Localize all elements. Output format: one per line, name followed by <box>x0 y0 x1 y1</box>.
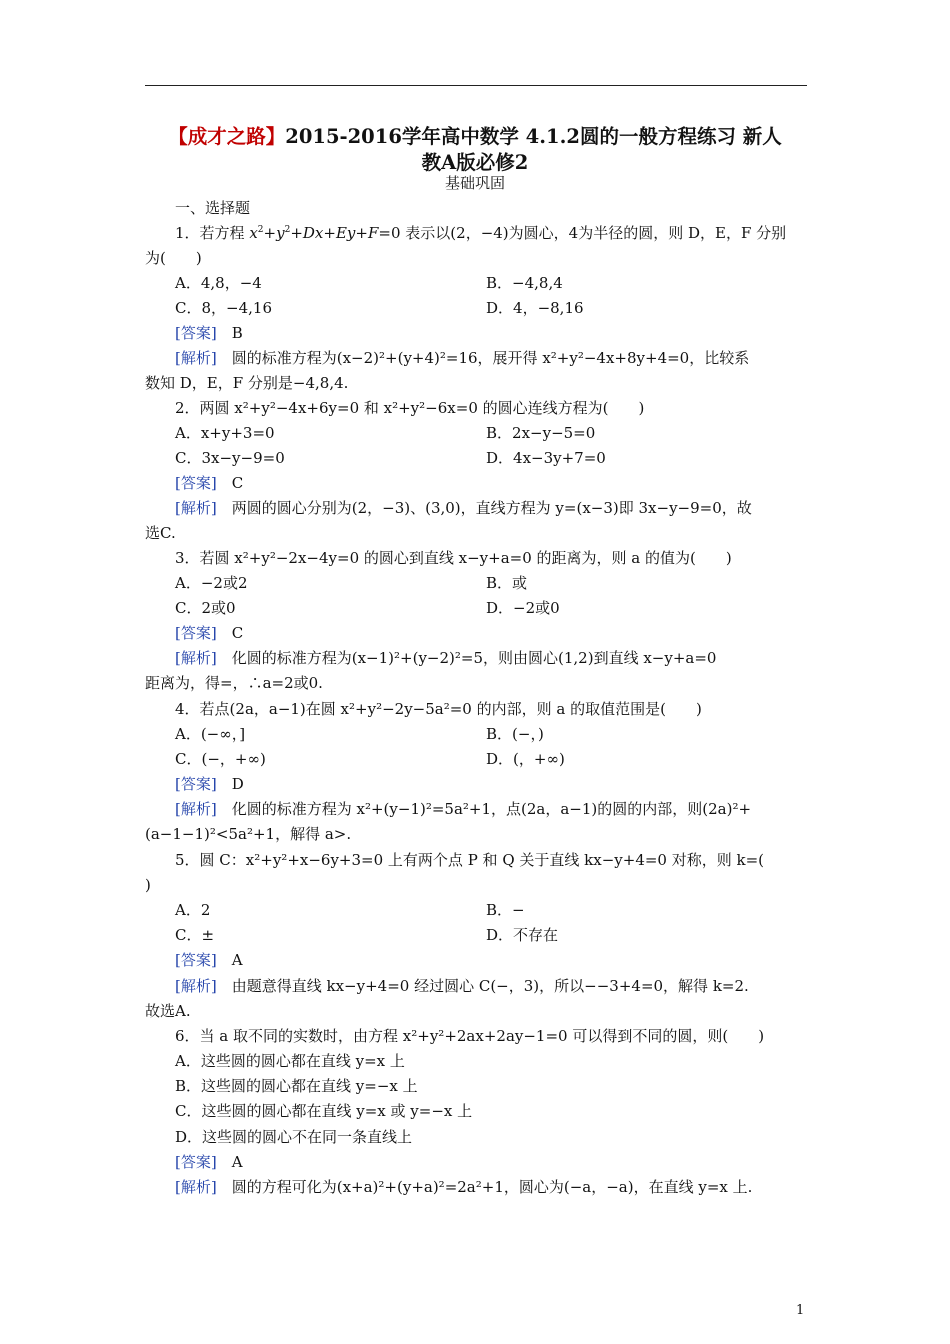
title-main: 2015-2016学年高中数学 4.1.2圆的一般方程练习 新人 <box>285 125 782 148</box>
q6-option-c: C．这些圆的圆心都在直线 y=x 或 y=−x 上 <box>175 1102 473 1120</box>
q4-option-b: B．(−，) <box>486 725 544 743</box>
q3-option-b: B．或 <box>486 574 528 592</box>
q2-option-a: A．x+y+3=0 <box>175 424 275 442</box>
q1-option-d: D．4，−8,16 <box>486 299 584 317</box>
subtitle: 基础巩固 <box>444 174 505 192</box>
q2-option-d: D．4x−3y+7=0 <box>486 449 606 467</box>
answer-label: [答案] <box>175 775 217 793</box>
title-line2: 教A版必修2 <box>421 151 529 174</box>
q4-analysis-cont: (a−1−1)²<5a²+1，解得 a>. <box>145 825 352 843</box>
q2-answer: [答案] C <box>175 474 244 492</box>
q4-answer: [答案] D <box>175 775 244 793</box>
q1-answer: [答案] B <box>175 324 243 342</box>
answer-label: [答案] <box>175 951 217 969</box>
q4-option-a: A．(−∞，] <box>175 725 246 743</box>
q5-option-a: A．2 <box>175 901 211 919</box>
q1-analysis-cont: 数知 D，E，F 分别是−4,8,4. <box>145 374 349 392</box>
q6-answer: [答案] A <box>175 1153 243 1171</box>
header-rule <box>145 85 807 86</box>
q5-stem-cont: ) <box>145 876 151 894</box>
q5-stem: 5．圆 C：x²+y²+x−6y+3=0 上有两个点 P 和 Q 关于直线 kx−y+4=0 对称，则 k=( <box>175 851 765 869</box>
q1-option-a: A．4,8，−4 <box>175 274 262 292</box>
q1-option-c: C．8，−4,16 <box>175 299 272 317</box>
q1-analysis: [解析] 圆的标准方程为(x−2)²+(y+4)²=16，展开得 x²+y²−4x+8y+4=0，比较系 <box>175 349 750 367</box>
q6-option-b: B．这些圆的圆心都在直线 y=−x 上 <box>175 1077 418 1095</box>
q3-option-a: A．−2或2 <box>175 574 248 592</box>
answer-label: [答案] <box>175 474 217 492</box>
answer-label: [答案] <box>175 324 217 342</box>
analysis-label: [解析] <box>175 499 217 517</box>
q3-option-d: D．−2或0 <box>486 599 560 617</box>
q5-analysis-cont: 故选A. <box>145 1002 191 1020</box>
q6-analysis: [解析] 圆的方程可化为(x+a)²+(y+a)²=2a²+1，圆心为(−a，−a)，在直线 y=x 上. <box>175 1178 753 1196</box>
analysis-label: [解析] <box>175 349 217 367</box>
q4-analysis: [解析] 化圆的标准方程为 x²+(y−1)²=5a²+1，点(2a，a−1)的圆的内部，则(2a)²+ <box>175 800 752 818</box>
q2-option-c: C．3x−y−9=0 <box>175 449 285 467</box>
q1-option-b: B．−4,8,4 <box>486 274 563 292</box>
q6-stem: 6．当 a 取不同的实数时，由方程 x²+y²+2ax+2ay−1=0 可以得到不同的圆，则( ) <box>175 1027 765 1045</box>
q2-stem: 2．两圆 x²+y²−4x+6y=0 和 x²+y²−6x=0 的圆心连线方程为( ) <box>175 399 645 417</box>
analysis-label: [解析] <box>175 649 217 667</box>
page-number: 1 <box>796 1303 805 1318</box>
q5-option-b: B．− <box>486 901 525 919</box>
q6-option-a: A．这些圆的圆心都在直线 y=x 上 <box>175 1052 405 1070</box>
analysis-label: [解析] <box>175 800 217 818</box>
q3-analysis-cont: 距离为，得=，∴a=2或0. <box>145 674 323 692</box>
q3-analysis: [解析] 化圆的标准方程为(x−1)²+(y−2)²=5，则由圆心(1,2)到直线 x−y+a=0 <box>175 649 717 667</box>
analysis-label: [解析] <box>175 1178 217 1196</box>
q2-option-b: B．2x−y−5=0 <box>486 424 596 442</box>
q3-stem: 3．若圆 x²+y²−2x−4y=0 的圆心到直线 x−y+a=0 的距离为，则 a 的值为( ) <box>175 549 732 567</box>
title-bracket: 【成才之路】 <box>168 125 286 148</box>
q4-option-c: C．(−，+∞) <box>175 750 266 768</box>
q3-option-c: C．2或0 <box>175 599 236 617</box>
answer-label: [答案] <box>175 624 217 642</box>
q5-answer: [答案] A <box>175 951 243 969</box>
document-title <box>130 124 820 176</box>
q4-stem: 4．若点(2a，a−1)在圆 x²+y²−2y−5a²=0 的内部，则 a 的取值范围是( ) <box>175 700 702 718</box>
q2-analysis-cont: 选C. <box>145 524 176 542</box>
q3-answer: [答案] C <box>175 624 244 642</box>
q4-option-d: D．(，+∞) <box>486 750 565 768</box>
q2-analysis: [解析] 两圆的圆心分别为(2，−3)、(3,0)，直线方程为 y=(x−3)即 3x−y−9=0，故 <box>175 499 752 517</box>
section-heading: 一、选择题 <box>175 199 251 217</box>
answer-label: [答案] <box>175 1153 217 1171</box>
q5-option-c: C．± <box>175 926 215 944</box>
q6-option-d: D．这些圆的圆心不在同一条直线上 <box>175 1128 413 1146</box>
analysis-label: [解析] <box>175 977 217 995</box>
q5-analysis: [解析] 由题意得直线 kx−y+4=0 经过圆心 C(−，3)，所以−−3+4=0，解得 k=2. <box>175 977 749 995</box>
q1-stem: 1．若方程 $x^2+y^2+Dx+Ey+F=0$ 表示以(2，−4)为圆心，4为半径的圆，则 D，E，F 分别 <box>175 224 787 242</box>
q1-stem-cont: 为( ) <box>145 249 202 267</box>
q5-option-d: D．不存在 <box>486 926 559 944</box>
